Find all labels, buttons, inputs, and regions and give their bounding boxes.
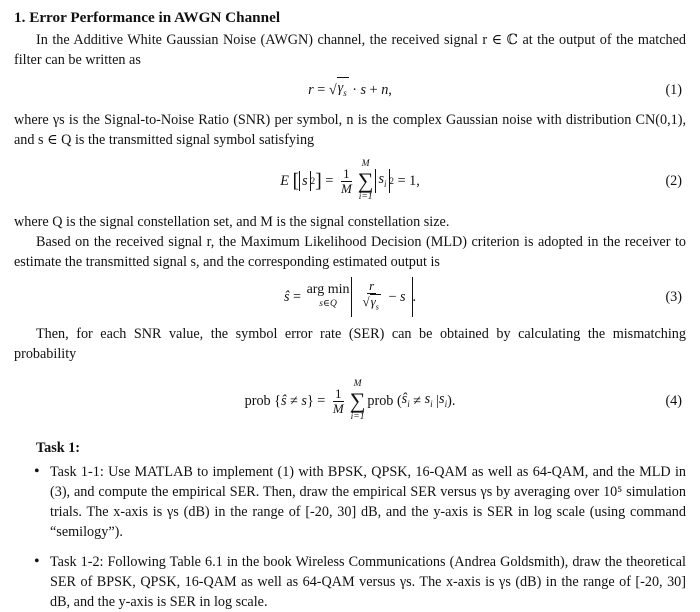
task-heading: Task 1: (36, 440, 81, 456)
equation-2-body: E [ s 2 ] = $\frac{1}{M}$ M ∑ i=1 $s_i$ 2 = 1, (280, 159, 420, 202)
section-title-text: Error Performance in AWGN Channel (29, 9, 281, 26)
task-list (14, 462, 686, 612)
mld-paragraph: Based on the received signal r, the Maximum Likelihood Decision (MLD) criterion is adopted in the receiver to estimate the transmitted signal s, and the corresponding estimated output is (14, 234, 686, 270)
task-1-1: • Task 1-1: Use MATLAB to implement (1) with BPSK, QPSK, 16-QAM as well as 64-QAM, and the MLD in (3), and compute the empirical SER. Then, draw the empirical SER versus γs by averaging over 10⁵ simulation trials. The x-axis is γs (dB) in the range of [-20, 30] dB, and the y-axis is SER in log scale (using command “semilogy”). (50, 462, 686, 542)
where-snr-paragraph: where γs is the Signal-to-Noise Ratio (SNR) per symbol, n is the complex Gaussian noise with distribution CN(0,1), and s ∈ Q is the transmitted signal symbol satisfying (14, 112, 686, 148)
equation-3-number: (3) (665, 289, 682, 305)
equation-2 (14, 150, 686, 212)
ser-paragraph: Then, for each SNR value, the symbol error rate (SER) can be obtained by calculating the mismatching probability (14, 326, 686, 362)
equation-4 (14, 364, 686, 438)
intro-paragraph: In the Additive White Gaussian Noise (AWGN) channel, the received signal r ∈ ℂ at the output of the matched filter can be written as (14, 32, 686, 68)
equation-3 (14, 272, 686, 322)
equation-4-number: (4) (665, 393, 682, 409)
section-number: 1. (14, 9, 26, 26)
where-constellation-paragraph: where Q is the signal constellation set, and M is the signal constellation size. (14, 214, 450, 230)
task-1-2: • Task 1-2: Following Table 6.1 in the book Wireless Communications (Andrea Goldsmith), draw the theoretical SER of BPSK, QPSK, 16-QAM as well as 64-QAM versus γs. The x-axis is γs (dB) in the range of [-20, 30] dB, and the y-axis is SER in log scale. (50, 552, 686, 612)
equation-2-number: (2) (665, 173, 682, 189)
equation-1 (14, 70, 686, 110)
section-title (14, 8, 686, 28)
equation-1-body: r = √ $\gamma_s$ · s + n , (14, 70, 686, 110)
equation-3-body: ŝ = arg min s∈Q $\frac{r}{√\gamma_s}$ − s . (14, 272, 686, 322)
equation-1-number: (1) (665, 82, 682, 98)
equation-4-body: prob { ŝ ≠ s } = $\frac{1}{M}$ M ∑ i=1 prob ( $ŝ_i$ ≠ $s_i$ | $s_i$ ). (244, 379, 456, 422)
